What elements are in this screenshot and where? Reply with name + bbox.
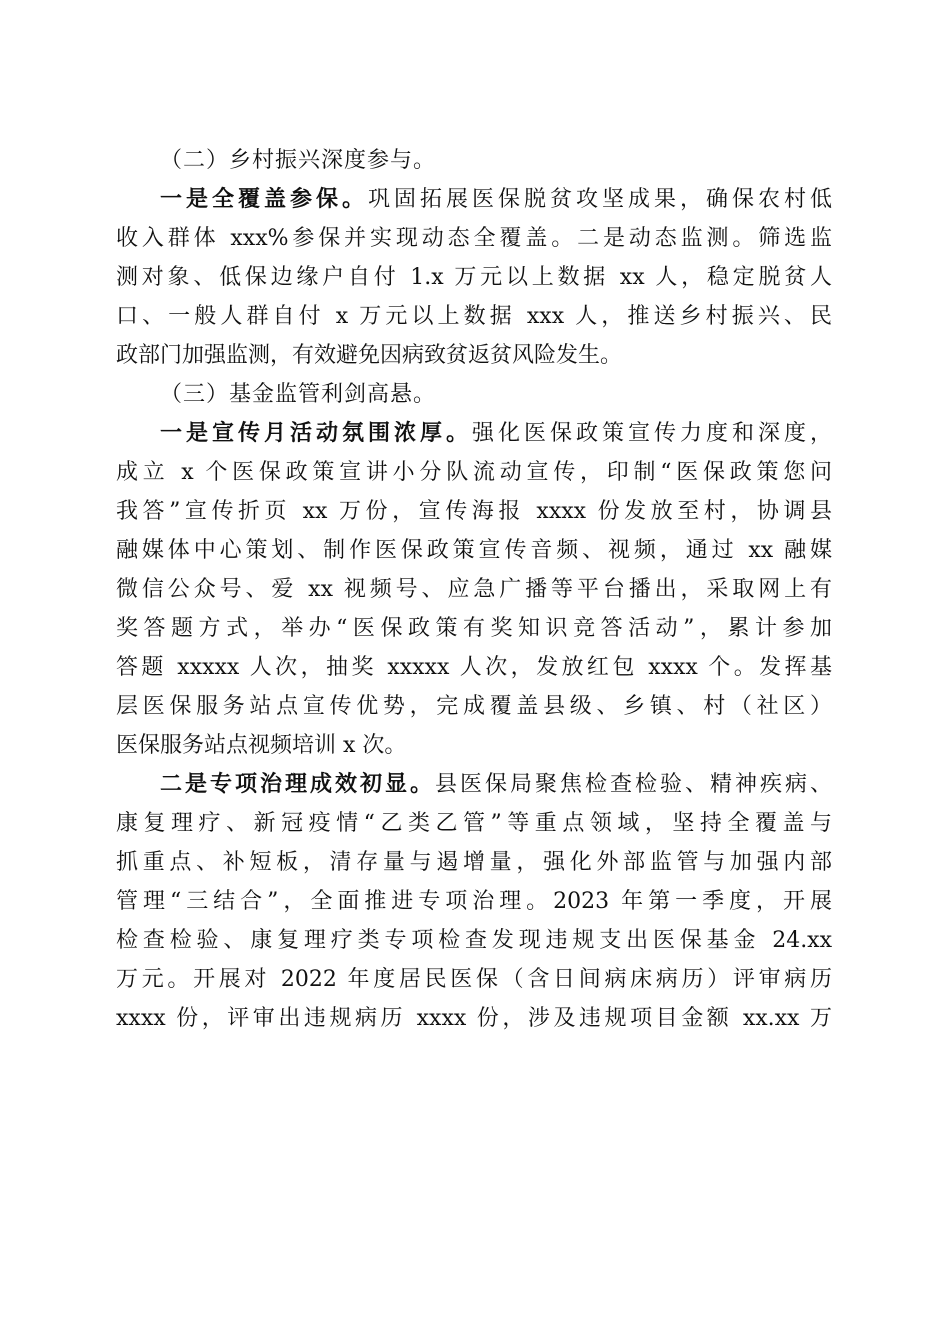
paragraph-line: 万元。开展对 2022 年度居民医保（含日间病床病历）评审病历 (116, 967, 832, 992)
paragraph-line: 康复理疗、新冠疫情“乙类乙管”等重点领域，坚持全覆盖与 (116, 811, 832, 836)
paragraph-line: 层医保服务站点宣传优势，完成覆盖县级、乡镇、村（社区） (116, 694, 832, 719)
paragraph-line: 成立 x 个医保政策宣讲小分队流动宣传，印制“医保政策您问 (116, 460, 832, 485)
paragraph-line: xxxx 份，评审出违规病历 xxxx 份，涉及违规项目金额 xx.xx 万 (116, 1006, 832, 1031)
paragraph-line: 测对象、低保边缘户自付 1.x 万元以上数据 xx 人，稳定脱贫人 (116, 265, 832, 290)
paragraph-full-coverage-insurance (116, 180, 832, 375)
paragraph-line: 抓重点、补短板，清存量与遏增量，强化外部监管与加强内部 (116, 850, 832, 875)
paragraph-line: 口、一般人群自付 x 万元以上数据 xxx 人，推送乡村振兴、民 (116, 304, 832, 329)
paragraph-line: 一是全覆盖参保。巩固拓展医保脱贫攻坚成果，确保农村低 (160, 186, 832, 212)
paragraph-line: 二是专项治理成效初显。县医保局聚焦检查检验、精神疾病、 (160, 771, 832, 797)
paragraph-line: 检查检验、康复理疗类专项检查发现违规支出医保基金 24.xx (116, 928, 832, 953)
section-heading-fund-supervision: （三）基金监管利剑高悬。 (160, 382, 437, 407)
paragraph-line: 收入群体 xxx%参保并实现动态全覆盖。二是动态监测。筛选监 (116, 226, 832, 251)
paragraph-line: 一是宣传月活动氛围浓厚。强化医保政策宣传力度和深度， (160, 420, 832, 446)
paragraph-lead: 一是全覆盖参保。 (160, 186, 368, 212)
paragraph-lead: 一是宣传月活动氛围浓厚。 (160, 420, 472, 446)
paragraph-line: 答题 xxxxx 人次，抽奖 xxxxx 人次，发放红包 xxxx 个。发挥基 (116, 655, 832, 680)
paragraph-line: 融媒体中心策划、制作医保政策宣传音频、视频，通过 xx 融媒 (116, 538, 832, 563)
paragraph-special-governance (116, 765, 832, 1038)
paragraph-line: 微信公众号、爱 xx 视频号、应急广播等平台播出，采取网上有 (116, 577, 832, 602)
document-body (116, 141, 832, 1038)
paragraph-line: 奖答题方式，举办“医保政策有奖知识竞答活动”，累计参加 (116, 616, 832, 641)
section-heading-rural-revitalization: （二）乡村振兴深度参与。 (160, 148, 437, 173)
paragraph-line: 医保服务站点视频培训 x 次。 (116, 733, 407, 758)
paragraph-lead: 二是专项治理成效初显。 (160, 771, 435, 797)
paragraph-line: 政部门加强监测，有效避免因病致贫返贫风险发生。 (116, 343, 623, 368)
paragraph-line: 管理“三结合”，全面推进专项治理。2023 年第一季度，开展 (116, 889, 832, 914)
paragraph-publicity-month (116, 414, 832, 765)
paragraph-line: 我答”宣传折页 xx 万份，宣传海报 xxxx 份发放至村，协调县 (116, 499, 832, 524)
